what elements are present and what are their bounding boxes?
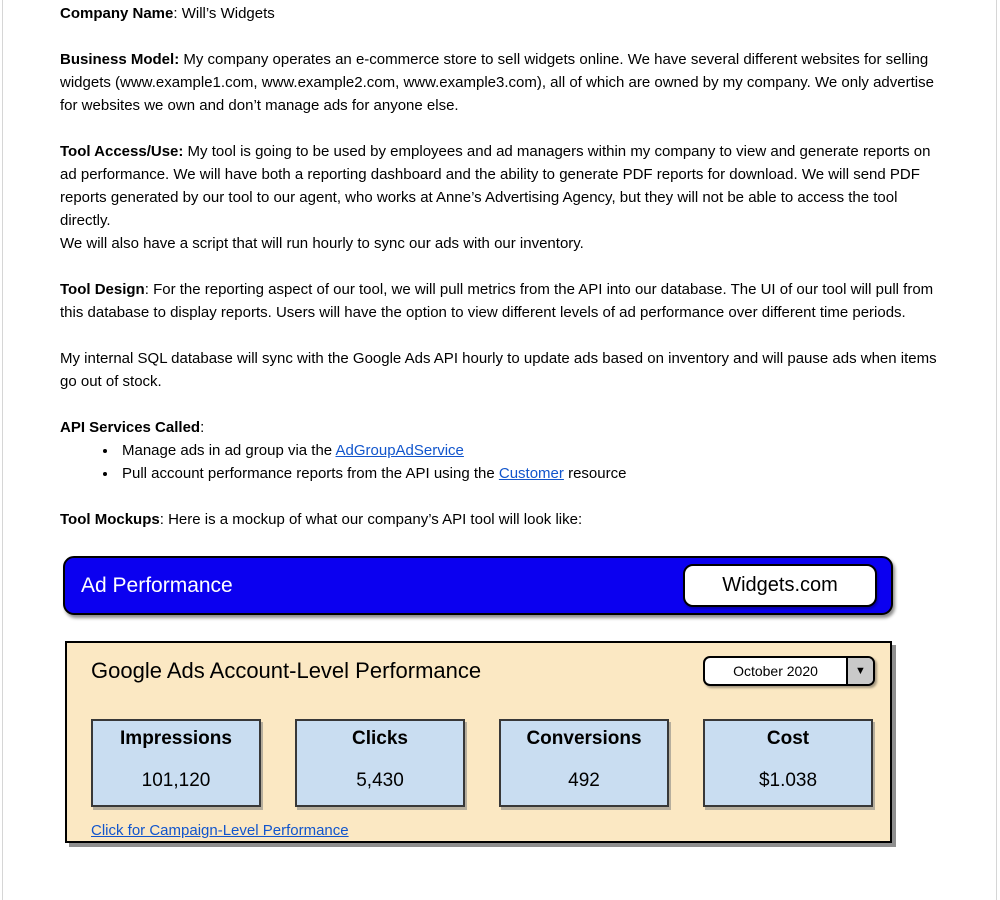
bullet-text-prefix: Pull account performance reports from the API using the [122,465,499,482]
tool-access-label: Tool Access/Use: [60,143,184,160]
panel-title: Google Ads Account-Level Performance [91,658,482,683]
api-services-heading [60,416,940,439]
company-name-value: Will’s Widgets [181,5,275,22]
tool-design-label: Tool Design [60,281,145,298]
mockup-banner-title: Ad Performance [81,573,233,597]
tool-design-text: : For the reporting aspect of our tool, we will pull metrics from the API into our database. The UI of our tool will pull from this database to display reports. Users will have the option to view different levels of ad performance over different time periods. [60,281,934,321]
list-item-customer [118,462,940,485]
tool-mockups-label: Tool Mockups [60,511,160,528]
metric-label: Conversions [526,728,642,749]
metric-label: Clicks [352,728,408,749]
metric-value: 101,120 [141,770,211,791]
metric-value: 492 [568,770,600,791]
metric-value: $1.038 [758,770,818,791]
company-name-separator: : [173,5,182,22]
widgets-com-button[interactable]: Widgets.com [683,564,877,607]
mockup-header-banner [63,556,893,615]
list-item-adgroupadservice [118,439,940,462]
document-body [60,2,940,843]
tool-mockups-paragraph [60,508,940,531]
bullet-text-suffix: resource [563,465,627,482]
metric-card-clicks [295,719,465,807]
month-dropdown[interactable] [703,656,875,686]
tool-access-text: My tool is going to be used by employees and ad managers within my company to view and generate reports on ad performance. We will have both a reporting dashboard and the ability to generate PDF reports for download. We will send PDF reports generated by our tool to our agent, who works at Anne’s Advertising Agency, but they will not be able to access the tool directly. [60,143,931,229]
business-model-text: My company operates an e-commerce store to sell widgets online. We have several different websites for selling widgets (www.example1.com, www.example2.com, www.example3.com), all of which are owned by my company. We only advertise for websites we own and don’t manage ads for anyone else. [60,51,934,114]
dropdown-arrow-icon[interactable]: ▼ [846,658,873,684]
metric-cards-row [91,719,875,807]
tool-design-paragraph [60,278,940,324]
tool-access-paragraph [60,140,940,255]
bullet-text-prefix: Manage ads in ad group via the [122,442,336,459]
document-page [2,0,997,900]
campaign-level-link[interactable]: Click for Campaign-Level Performance [91,822,349,839]
tool-access-text-line2: We will also have a script that will run hourly to sync our ads with our inventory. [60,235,584,252]
panel-header [91,656,875,686]
api-services-label: API Services Called [60,419,201,436]
account-performance-panel [65,641,892,843]
metric-value: 5,430 [356,770,404,791]
sql-sync-text: My internal SQL database will sync with the Google Ads API hourly to update ads based on inventory and will pause ads when items go out of stock. [60,350,937,390]
adgroupadservice-link[interactable]: AdGroupAdService [335,442,464,459]
metric-card-impressions [91,719,261,807]
metric-label: Impressions [120,728,232,749]
company-name-line [60,2,940,25]
month-dropdown-value: October 2020 [733,663,818,679]
metric-label: Cost [766,728,810,749]
sql-sync-paragraph [60,347,940,393]
api-services-list [60,439,940,485]
metric-card-cost [703,719,873,807]
business-model-label: Business Model: [60,51,180,68]
customer-link[interactable]: Customer [498,465,564,482]
tool-mockups-text: : Here is a mockup of what our company’s API tool will look like: [159,511,583,528]
business-model-paragraph [60,48,940,117]
metric-card-conversions [499,719,669,807]
api-services-separator: : [200,419,205,436]
company-name-label: Company Name [60,5,174,22]
